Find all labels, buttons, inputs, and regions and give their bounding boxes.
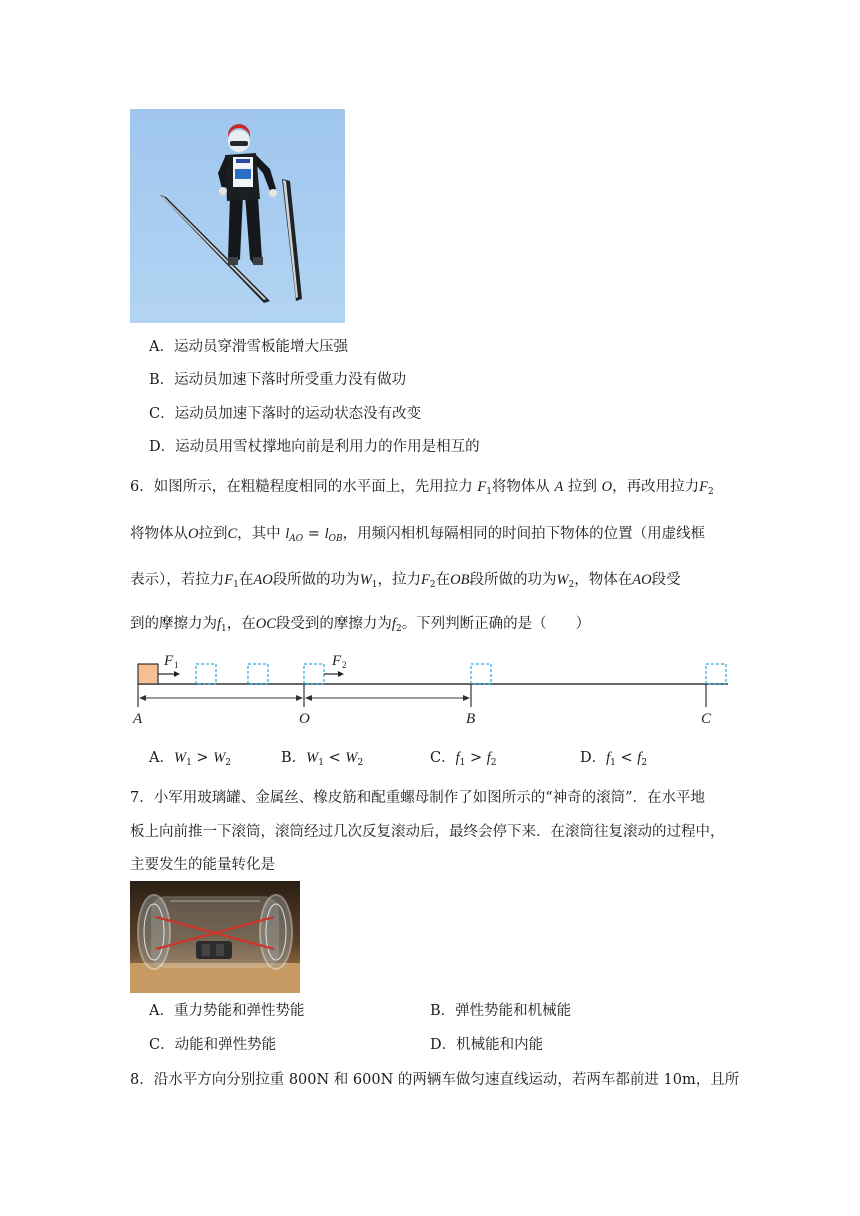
dashed-box-1	[196, 664, 216, 684]
q5-option-a: A．运动员穿滑雪板能增大压强	[149, 339, 348, 355]
q6-text: 表示），若拉力	[130, 572, 225, 588]
q6-line-2: 将物体从O拉到C，其中 $l_{AO} = l_{OB}$，用频闪相机每隔相同的时间拍下物体的位置（用虚线框	[130, 526, 706, 544]
q6-text: 段所做的功为	[469, 572, 557, 588]
q7-line-2: 板上向前推一下滚筒，滚筒经过几次反复滚动后，最终会停下来．在滚筒往复滚动的过程中，	[130, 824, 725, 840]
q6-text: ，再改用拉力	[612, 479, 700, 495]
q6-text: 拉到	[198, 526, 228, 542]
q7-option-b: B．弹性势能和机械能	[430, 1003, 572, 1019]
q6-text: 段受到的摩擦力为	[275, 616, 392, 632]
q6-text: 。下列判断正确的是（ ）	[401, 616, 591, 632]
q6-text: 拉到	[568, 479, 598, 495]
q6-text: ，用频闪相机每隔相同的时间拍下物体的位置（用虚线框	[342, 526, 706, 542]
q6-text: 在	[238, 572, 254, 588]
q6-text: 段受	[651, 572, 681, 588]
dashed-box-4	[471, 664, 491, 684]
q6-option-a: A．$W_1 > W_2$	[149, 750, 232, 768]
label-b: B	[466, 711, 476, 727]
label-c: C	[701, 711, 712, 727]
q6-line-1: 6．如图所示，在粗糙程度相同的水平面上，先用拉力 $F_1$将物体从 A 拉到 O，再改用拉力$F_2$	[130, 479, 714, 497]
q6-option-b: B．$W_1 < W_2$	[281, 750, 364, 768]
q6-option-c: C．$f_1 > f_2$	[430, 750, 497, 768]
q6-text: 将物体从	[130, 526, 188, 542]
f1-label: F	[164, 653, 174, 669]
svg-text:1: 1	[174, 660, 179, 670]
q8-line-1: 8．沿水平方向分别拉重 800N 和 600N 的两辆车做匀速直线运动，若两车都前进 10m，且所	[130, 1072, 740, 1088]
dashed-box-3	[304, 664, 324, 684]
q6-text: 如图所示，在粗糙程度相同的水平面上，先用拉力	[153, 479, 473, 495]
q7-option-a: A．重力势能和弹性势能	[149, 1003, 305, 1019]
q6-text: 到的摩擦力为	[130, 616, 217, 632]
q5-option-b: B．运动员加速下落时所受重力没有做功	[149, 372, 407, 388]
q7-line-3: 主要发生的能量转化是	[130, 857, 275, 873]
q6-text: ，其中	[237, 526, 281, 542]
q5-option-d: D．运动员用雪杖撑地向前是利用力的作用是相互的	[149, 439, 480, 455]
ski-jumper-photo	[130, 109, 345, 323]
q6-number: 6．	[130, 479, 154, 495]
q6-option-d: D．$f_1 < f_2$	[580, 750, 648, 768]
q6-text: 在	[435, 572, 451, 588]
q6-text: 段所做的功为	[272, 572, 360, 588]
q6-line-4: 到的摩擦力为$f_1$，在OC段受到的摩擦力为$f_2$。下列判断正确的是（ ）	[130, 616, 591, 634]
q6-text: 将物体从	[491, 479, 550, 495]
svg-text:2: 2	[342, 660, 347, 670]
q6-text: ，在	[226, 616, 256, 632]
f2-label: F	[332, 653, 342, 669]
q5-option-c: C．运动员加速下落时的运动状态没有改变	[149, 406, 422, 422]
q7-option-d: D．机械能和内能	[430, 1037, 544, 1053]
dashed-box-2	[248, 664, 268, 684]
q7-option-c: C．动能和弹性势能	[149, 1037, 277, 1053]
label-o: O	[299, 711, 310, 727]
label-a: A	[133, 711, 143, 727]
q6-diagram	[130, 652, 730, 732]
q6-text: ，物体在	[574, 572, 633, 588]
q7-line-1: 7．小军用玻璃罐、金属丝、橡皮筋和配重螺母制作了如图所示的“神奇的滚筒”．在水平地	[130, 790, 706, 806]
magic-roller-photo	[130, 881, 300, 993]
q6-text: ，拉力	[377, 572, 422, 588]
dashed-box-5	[706, 664, 726, 684]
q6-line-3: 表示），若拉力$F_1$在AO段所做的功为$W_1$，拉力$F_2$在OB段所做的功为$W_2$，物体在AO段受	[130, 572, 681, 590]
object-block	[138, 664, 158, 684]
